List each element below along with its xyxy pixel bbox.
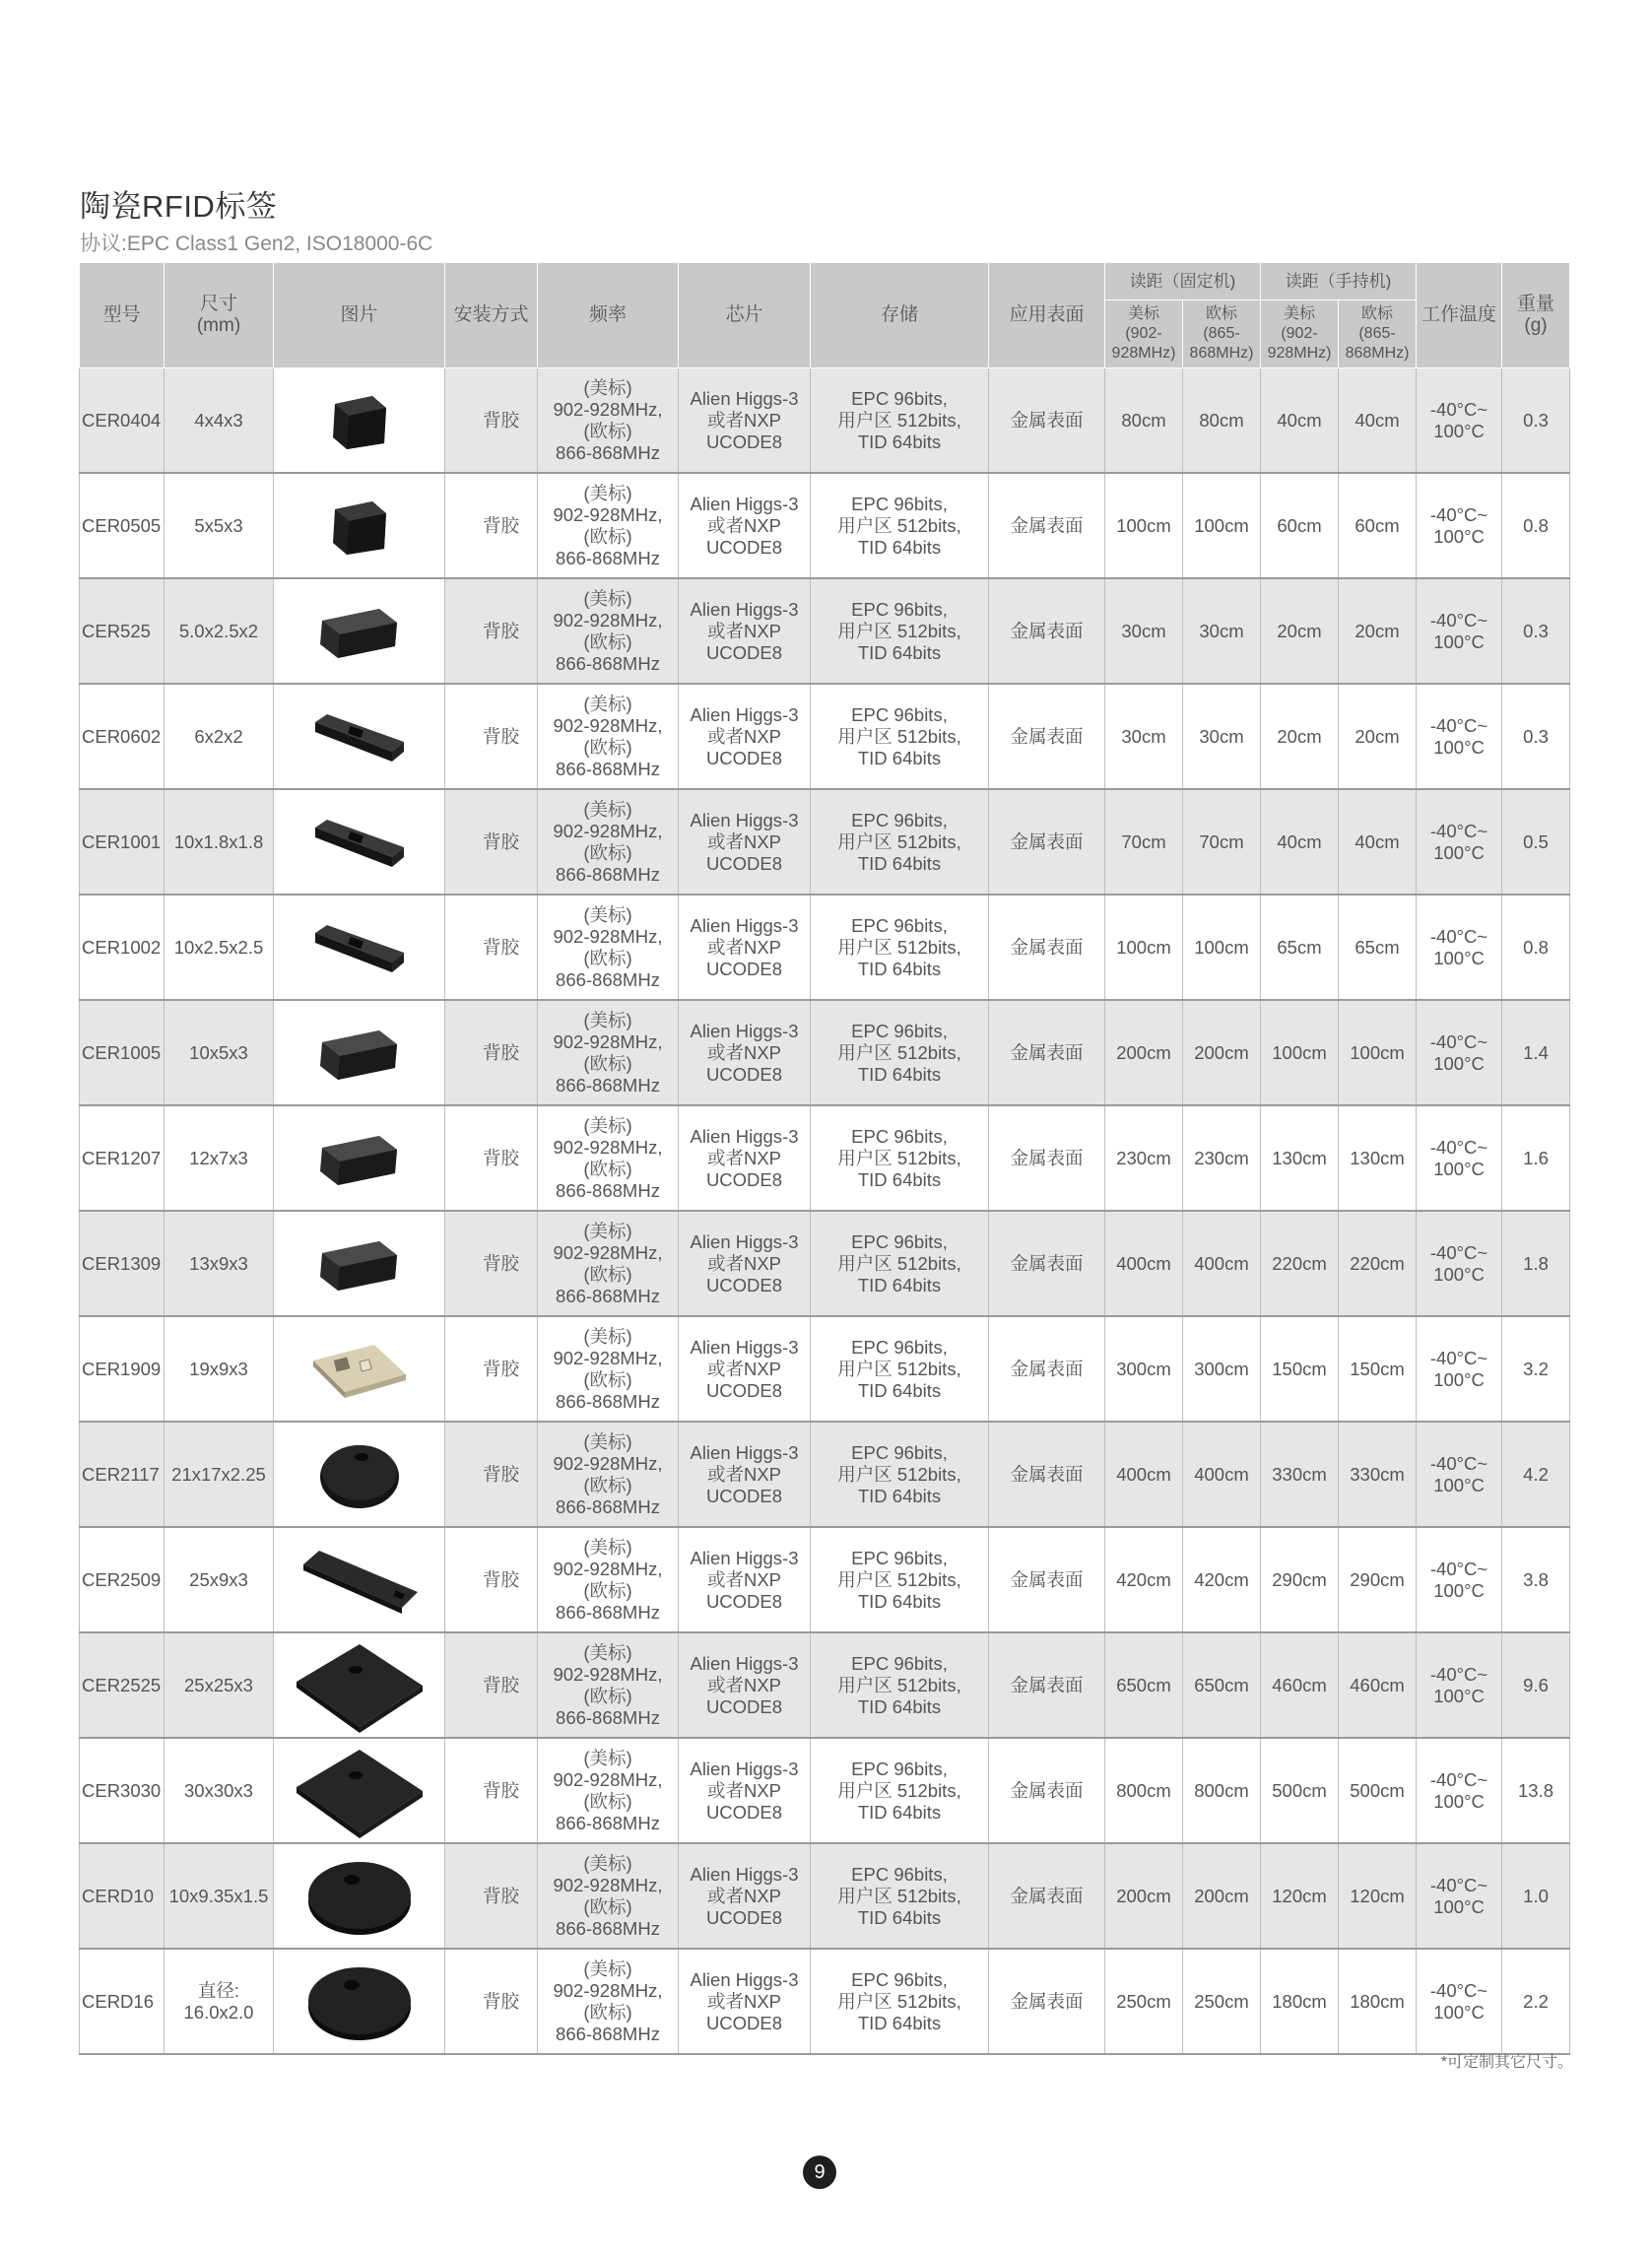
bar-tag-icon <box>274 913 444 982</box>
cell-picture <box>274 368 445 474</box>
cell-chip: Alien Higgs-3 或者NXP UCODE8 <box>679 1422 811 1527</box>
block-tag-icon <box>274 597 444 666</box>
cell-temperature: -40°C~ 100°C <box>1417 1632 1502 1738</box>
cell-handheld-eu-range: 65cm <box>1339 895 1417 1000</box>
cell-handheld-us-range: 220cm <box>1261 1211 1339 1316</box>
cell-chip: Alien Higgs-3 或者NXP UCODE8 <box>679 789 811 895</box>
cell-handheld-eu-range: 120cm <box>1339 1843 1417 1949</box>
cell-handheld-us-range: 150cm <box>1261 1316 1339 1422</box>
cell-frequency: (美标) 902-928MHz, (欧标) 866-868MHz <box>538 895 679 1000</box>
header-weight: 重量 (g) <box>1502 263 1570 368</box>
cell-fixed-us-range: 650cm <box>1105 1632 1183 1738</box>
cell-temperature: -40°C~ 100°C <box>1417 1738 1502 1843</box>
cell-size: 13x9x3 <box>165 1211 274 1316</box>
cell-frequency: (美标) 902-928MHz, (欧标) 866-868MHz <box>538 1632 679 1738</box>
table-row <box>80 1105 1570 1211</box>
customization-note: *可定制其它尺寸。 <box>1440 2054 1573 2071</box>
cell-mount: 背胶 <box>445 578 538 684</box>
header-fixed-us: 美标 (902- 928MHz) <box>1105 300 1183 368</box>
cell-chip: Alien Higgs-3 或者NXP UCODE8 <box>679 368 811 474</box>
cell-weight: 1.4 <box>1502 1000 1570 1105</box>
cell-size: 30x30x3 <box>165 1738 274 1843</box>
cell-handheld-us-range: 20cm <box>1261 578 1339 684</box>
cell-mount: 背胶 <box>445 1527 538 1632</box>
cell-model: CER1207 <box>80 1105 165 1211</box>
oval-tag-icon <box>274 1435 444 1514</box>
cell-surface: 金属表面 <box>989 1105 1105 1211</box>
cell-weight: 1.8 <box>1502 1211 1570 1316</box>
cell-fixed-us-range: 400cm <box>1105 1211 1183 1316</box>
cell-chip: Alien Higgs-3 或者NXP UCODE8 <box>679 1738 811 1843</box>
table-row <box>80 684 1570 789</box>
cell-memory: EPC 96bits, 用户区 512bits, TID 64bits <box>811 789 989 895</box>
round-tag-icon <box>274 1958 444 2046</box>
cell-picture <box>274 1105 445 1211</box>
cell-surface: 金属表面 <box>989 1422 1105 1527</box>
cell-picture <box>274 684 445 789</box>
cell-fixed-us-range: 300cm <box>1105 1316 1183 1422</box>
cell-weight: 0.8 <box>1502 895 1570 1000</box>
cell-fixed-eu-range: 200cm <box>1183 1843 1261 1949</box>
cell-handheld-eu-range: 20cm <box>1339 684 1417 789</box>
block-tag-icon <box>274 1229 444 1298</box>
cell-temperature: -40°C~ 100°C <box>1417 1527 1502 1632</box>
cell-mount: 背胶 <box>445 1949 538 2054</box>
cell-weight: 3.8 <box>1502 1527 1570 1632</box>
cell-frequency: (美标) 902-928MHz, (欧标) 866-868MHz <box>538 473 679 578</box>
cell-mount: 背胶 <box>445 1422 538 1527</box>
cell-memory: EPC 96bits, 用户区 512bits, TID 64bits <box>811 578 989 684</box>
cell-handheld-eu-range: 100cm <box>1339 1000 1417 1105</box>
cell-weight: 13.8 <box>1502 1738 1570 1843</box>
table-body <box>80 368 1570 2055</box>
cell-surface: 金属表面 <box>989 1527 1105 1632</box>
header-fixed-eu: 欧标 (865- 868MHz) <box>1183 300 1261 368</box>
cell-chip: Alien Higgs-3 或者NXP UCODE8 <box>679 473 811 578</box>
header-picture: 图片 <box>274 263 445 368</box>
cell-handheld-us-range: 330cm <box>1261 1422 1339 1527</box>
cell-chip: Alien Higgs-3 或者NXP UCODE8 <box>679 1843 811 1949</box>
cell-surface: 金属表面 <box>989 895 1105 1000</box>
cell-size: 19x9x3 <box>165 1316 274 1422</box>
cell-handheld-us-range: 40cm <box>1261 789 1339 895</box>
cell-surface: 金属表面 <box>989 368 1105 474</box>
cell-size: 5x5x3 <box>165 473 274 578</box>
cell-memory: EPC 96bits, 用户区 512bits, TID 64bits <box>811 895 989 1000</box>
cell-size: 10x2.5x2.5 <box>165 895 274 1000</box>
cell-weight: 0.8 <box>1502 473 1570 578</box>
round-tag-icon <box>274 1852 444 1941</box>
cell-mount: 背胶 <box>445 1843 538 1949</box>
cell-temperature: -40°C~ 100°C <box>1417 1316 1502 1422</box>
cell-fixed-us-range: 100cm <box>1105 895 1183 1000</box>
cell-handheld-eu-range: 20cm <box>1339 578 1417 684</box>
cell-chip: Alien Higgs-3 或者NXP UCODE8 <box>679 1105 811 1211</box>
cell-handheld-us-range: 460cm <box>1261 1632 1339 1738</box>
cell-model: CER2117 <box>80 1422 165 1527</box>
cell-fixed-eu-range: 100cm <box>1183 473 1261 578</box>
cell-memory: EPC 96bits, 用户区 512bits, TID 64bits <box>811 1843 989 1949</box>
cell-fixed-eu-range: 300cm <box>1183 1316 1261 1422</box>
cell-memory: EPC 96bits, 用户区 512bits, TID 64bits <box>811 684 989 789</box>
cell-fixed-us-range: 200cm <box>1105 1843 1183 1949</box>
product-spec-table <box>79 262 1570 2055</box>
cell-fixed-eu-range: 230cm <box>1183 1105 1261 1211</box>
cell-handheld-eu-range: 220cm <box>1339 1211 1417 1316</box>
cell-fixed-us-range: 70cm <box>1105 789 1183 895</box>
cell-picture <box>274 1738 445 1843</box>
cell-surface: 金属表面 <box>989 1000 1105 1105</box>
cell-size: 10x5x3 <box>165 1000 274 1105</box>
cell-frequency: (美标) 902-928MHz, (欧标) 866-868MHz <box>538 1000 679 1105</box>
cell-memory: EPC 96bits, 用户区 512bits, TID 64bits <box>811 1632 989 1738</box>
header-handheld-reader: 读距（手持机) <box>1261 263 1417 300</box>
cell-chip: Alien Higgs-3 或者NXP UCODE8 <box>679 1000 811 1105</box>
cell-memory: EPC 96bits, 用户区 512bits, TID 64bits <box>811 1527 989 1632</box>
cell-memory: EPC 96bits, 用户区 512bits, TID 64bits <box>811 1949 989 2054</box>
cell-picture <box>274 895 445 1000</box>
cell-frequency: (美标) 902-928MHz, (欧标) 866-868MHz <box>538 1211 679 1316</box>
cell-mount: 背胶 <box>445 1738 538 1843</box>
cell-surface: 金属表面 <box>989 1843 1105 1949</box>
cell-surface: 金属表面 <box>989 1632 1105 1738</box>
cell-model: CER1309 <box>80 1211 165 1316</box>
table-row <box>80 368 1570 474</box>
cell-size: 10x1.8x1.8 <box>165 789 274 895</box>
cell-memory: EPC 96bits, 用户区 512bits, TID 64bits <box>811 1422 989 1527</box>
table-row <box>80 1211 1570 1316</box>
cell-fixed-us-range: 80cm <box>1105 368 1183 474</box>
cell-temperature: -40°C~ 100°C <box>1417 1949 1502 2054</box>
cell-handheld-us-range: 130cm <box>1261 1105 1339 1211</box>
page-number: 9 <box>803 2156 836 2189</box>
protocol-subtitle: 协议:EPC Class1 Gen2, ISO18000-6C <box>80 232 433 255</box>
cell-mount: 背胶 <box>445 1316 538 1422</box>
header-model: 型号 <box>80 263 165 368</box>
cell-weight: 0.5 <box>1502 789 1570 895</box>
cell-picture <box>274 1422 445 1527</box>
cell-handheld-us-range: 180cm <box>1261 1949 1339 2054</box>
cell-fixed-eu-range: 420cm <box>1183 1527 1261 1632</box>
table-row <box>80 1632 1570 1738</box>
cell-fixed-eu-range: 400cm <box>1183 1422 1261 1527</box>
cell-handheld-us-range: 65cm <box>1261 895 1339 1000</box>
cell-handheld-us-range: 290cm <box>1261 1527 1339 1632</box>
cell-model: CER3030 <box>80 1738 165 1843</box>
cell-weight: 0.3 <box>1502 368 1570 474</box>
cell-temperature: -40°C~ 100°C <box>1417 1105 1502 1211</box>
table-row <box>80 895 1570 1000</box>
cell-model: CER1005 <box>80 1000 165 1105</box>
header-memory: 存储 <box>811 263 989 368</box>
cell-fixed-eu-range: 30cm <box>1183 578 1261 684</box>
cell-model: CER1002 <box>80 895 165 1000</box>
cell-chip: Alien Higgs-3 或者NXP UCODE8 <box>679 895 811 1000</box>
cell-handheld-eu-range: 40cm <box>1339 368 1417 474</box>
cell-fixed-eu-range: 70cm <box>1183 789 1261 895</box>
cell-surface: 金属表面 <box>989 1949 1105 2054</box>
cell-memory: EPC 96bits, 用户区 512bits, TID 64bits <box>811 368 989 474</box>
cube-tag-icon <box>274 492 444 561</box>
cell-weight: 4.2 <box>1502 1422 1570 1527</box>
cell-frequency: (美标) 902-928MHz, (欧标) 866-868MHz <box>538 1316 679 1422</box>
cell-temperature: -40°C~ 100°C <box>1417 684 1502 789</box>
cell-temperature: -40°C~ 100°C <box>1417 1843 1502 1949</box>
block-tag-icon <box>274 1124 444 1193</box>
cell-handheld-us-range: 500cm <box>1261 1738 1339 1843</box>
header-mount: 安装方式 <box>445 263 538 368</box>
cell-picture <box>274 473 445 578</box>
cell-weight: 1.0 <box>1502 1843 1570 1949</box>
cell-chip: Alien Higgs-3 或者NXP UCODE8 <box>679 1632 811 1738</box>
square-tag-icon <box>274 1636 444 1735</box>
cell-chip: Alien Higgs-3 或者NXP UCODE8 <box>679 1211 811 1316</box>
long-tag-icon <box>274 1541 444 1620</box>
cell-temperature: -40°C~ 100°C <box>1417 578 1502 684</box>
cell-weight: 2.2 <box>1502 1949 1570 2054</box>
cell-weight: 0.3 <box>1502 684 1570 789</box>
cell-handheld-us-range: 60cm <box>1261 473 1339 578</box>
header-size: 尺寸 (mm) <box>165 263 274 368</box>
cell-fixed-eu-range: 200cm <box>1183 1000 1261 1105</box>
cell-handheld-eu-range: 40cm <box>1339 789 1417 895</box>
cell-size: 10x9.35x1.5 <box>165 1843 274 1949</box>
cell-chip: Alien Higgs-3 或者NXP UCODE8 <box>679 1527 811 1632</box>
cell-fixed-us-range: 200cm <box>1105 1000 1183 1105</box>
cell-picture <box>274 1527 445 1632</box>
cell-frequency: (美标) 902-928MHz, (欧标) 866-868MHz <box>538 1105 679 1211</box>
cell-chip: Alien Higgs-3 或者NXP UCODE8 <box>679 1316 811 1422</box>
table-row <box>80 578 1570 684</box>
cell-picture <box>274 789 445 895</box>
cell-handheld-us-range: 40cm <box>1261 368 1339 474</box>
header-frequency: 频率 <box>538 263 679 368</box>
cell-frequency: (美标) 902-928MHz, (欧标) 866-868MHz <box>538 1422 679 1527</box>
header-fixed-reader: 读距（固定机) <box>1105 263 1261 300</box>
cell-size: 直径: 16.0x2.0 <box>165 1949 274 2054</box>
cell-chip: Alien Higgs-3 或者NXP UCODE8 <box>679 1949 811 2054</box>
cell-handheld-eu-range: 130cm <box>1339 1105 1417 1211</box>
cell-mount: 背胶 <box>445 684 538 789</box>
cell-surface: 金属表面 <box>989 1316 1105 1422</box>
cell-chip: Alien Higgs-3 或者NXP UCODE8 <box>679 684 811 789</box>
cell-fixed-eu-range: 30cm <box>1183 684 1261 789</box>
cell-temperature: -40°C~ 100°C <box>1417 789 1502 895</box>
cell-model: CER0505 <box>80 473 165 578</box>
cell-picture <box>274 1949 445 2054</box>
cell-picture <box>274 1843 445 1949</box>
cell-weight: 3.2 <box>1502 1316 1570 1422</box>
cell-model: CERD16 <box>80 1949 165 2054</box>
cell-size: 4x4x3 <box>165 368 274 474</box>
cell-fixed-eu-range: 250cm <box>1183 1949 1261 2054</box>
table-row <box>80 1949 1570 2054</box>
cell-handheld-us-range: 120cm <box>1261 1843 1339 1949</box>
cell-fixed-us-range: 800cm <box>1105 1738 1183 1843</box>
header-surface: 应用表面 <box>989 263 1105 368</box>
cell-surface: 金属表面 <box>989 578 1105 684</box>
table-row <box>80 1527 1570 1632</box>
cell-memory: EPC 96bits, 用户区 512bits, TID 64bits <box>811 1738 989 1843</box>
cell-fixed-us-range: 420cm <box>1105 1527 1183 1632</box>
cell-fixed-us-range: 30cm <box>1105 684 1183 789</box>
cell-mount: 背胶 <box>445 1211 538 1316</box>
cell-temperature: -40°C~ 100°C <box>1417 1211 1502 1316</box>
cell-fixed-us-range: 250cm <box>1105 1949 1183 2054</box>
cell-handheld-us-range: 20cm <box>1261 684 1339 789</box>
cell-surface: 金属表面 <box>989 684 1105 789</box>
cell-memory: EPC 96bits, 用户区 512bits, TID 64bits <box>811 1000 989 1105</box>
bar-tag-icon <box>274 702 444 771</box>
cell-mount: 背胶 <box>445 368 538 474</box>
header-chip: 芯片 <box>679 263 811 368</box>
cell-fixed-us-range: 100cm <box>1105 473 1183 578</box>
cell-model: CER1909 <box>80 1316 165 1422</box>
cell-memory: EPC 96bits, 用户区 512bits, TID 64bits <box>811 1316 989 1422</box>
table-row <box>80 473 1570 578</box>
cell-fixed-us-range: 230cm <box>1105 1105 1183 1211</box>
cell-temperature: -40°C~ 100°C <box>1417 473 1502 578</box>
cell-model: CER0602 <box>80 684 165 789</box>
cell-frequency: (美标) 902-928MHz, (欧标) 866-868MHz <box>538 368 679 474</box>
cell-picture <box>274 1000 445 1105</box>
cell-size: 25x25x3 <box>165 1632 274 1738</box>
cell-frequency: (美标) 902-928MHz, (欧标) 866-868MHz <box>538 1738 679 1843</box>
cell-chip: Alien Higgs-3 或者NXP UCODE8 <box>679 578 811 684</box>
cell-surface: 金属表面 <box>989 1211 1105 1316</box>
table-row <box>80 789 1570 895</box>
cell-size: 21x17x2.25 <box>165 1422 274 1527</box>
table-row <box>80 1843 1570 1949</box>
cell-mount: 背胶 <box>445 473 538 578</box>
cell-fixed-eu-range: 80cm <box>1183 368 1261 474</box>
page-title: 陶瓷RFID标签 <box>80 189 278 224</box>
cell-temperature: -40°C~ 100°C <box>1417 1000 1502 1105</box>
cell-mount: 背胶 <box>445 1105 538 1211</box>
cell-fixed-eu-range: 800cm <box>1183 1738 1261 1843</box>
cell-frequency: (美标) 902-928MHz, (欧标) 866-868MHz <box>538 1527 679 1632</box>
cell-frequency: (美标) 902-928MHz, (欧标) 866-868MHz <box>538 1843 679 1949</box>
cell-weight: 0.3 <box>1502 578 1570 684</box>
cell-handheld-eu-range: 460cm <box>1339 1632 1417 1738</box>
cell-handheld-eu-range: 330cm <box>1339 1422 1417 1527</box>
cell-temperature: -40°C~ 100°C <box>1417 895 1502 1000</box>
cell-frequency: (美标) 902-928MHz, (欧标) 866-868MHz <box>538 684 679 789</box>
cell-model: CERD10 <box>80 1843 165 1949</box>
table-row <box>80 1422 1570 1527</box>
cell-fixed-eu-range: 100cm <box>1183 895 1261 1000</box>
cell-model: CER1001 <box>80 789 165 895</box>
cell-mount: 背胶 <box>445 1000 538 1105</box>
block-tag-icon <box>274 1019 444 1088</box>
cell-picture <box>274 578 445 684</box>
cell-size: 5.0x2.5x2 <box>165 578 274 684</box>
cell-frequency: (美标) 902-928MHz, (欧标) 866-868MHz <box>538 578 679 684</box>
cell-weight: 9.6 <box>1502 1632 1570 1738</box>
cell-picture <box>274 1211 445 1316</box>
cell-model: CER525 <box>80 578 165 684</box>
cell-surface: 金属表面 <box>989 1738 1105 1843</box>
table-row <box>80 1738 1570 1843</box>
cell-handheld-us-range: 100cm <box>1261 1000 1339 1105</box>
cell-mount: 背胶 <box>445 789 538 895</box>
cell-memory: EPC 96bits, 用户区 512bits, TID 64bits <box>811 1211 989 1316</box>
cell-fixed-eu-range: 650cm <box>1183 1632 1261 1738</box>
ceramic-chip-icon <box>274 1335 444 1404</box>
bar-tag-icon <box>274 808 444 877</box>
cell-model: CER2509 <box>80 1527 165 1632</box>
cube-tag-icon <box>274 386 444 455</box>
cell-fixed-eu-range: 400cm <box>1183 1211 1261 1316</box>
cell-mount: 背胶 <box>445 1632 538 1738</box>
cell-handheld-eu-range: 290cm <box>1339 1527 1417 1632</box>
cell-size: 6x2x2 <box>165 684 274 789</box>
cell-surface: 金属表面 <box>989 473 1105 578</box>
cell-handheld-eu-range: 500cm <box>1339 1738 1417 1843</box>
cell-size: 12x7x3 <box>165 1105 274 1211</box>
table-row <box>80 1000 1570 1105</box>
cell-handheld-eu-range: 60cm <box>1339 473 1417 578</box>
cell-size: 25x9x3 <box>165 1527 274 1632</box>
cell-handheld-eu-range: 180cm <box>1339 1949 1417 2054</box>
cell-mount: 背胶 <box>445 895 538 1000</box>
square-tag-icon <box>274 1742 444 1840</box>
header-temperature: 工作温度 <box>1417 263 1502 368</box>
cell-picture <box>274 1632 445 1738</box>
cell-fixed-us-range: 400cm <box>1105 1422 1183 1527</box>
cell-surface: 金属表面 <box>989 789 1105 895</box>
cell-frequency: (美标) 902-928MHz, (欧标) 866-868MHz <box>538 1949 679 2054</box>
cell-model: CER0404 <box>80 368 165 474</box>
cell-fixed-us-range: 30cm <box>1105 578 1183 684</box>
cell-model: CER2525 <box>80 1632 165 1738</box>
header-handheld-eu: 欧标 (865- 868MHz) <box>1339 300 1417 368</box>
cell-frequency: (美标) 902-928MHz, (欧标) 866-868MHz <box>538 789 679 895</box>
table-row <box>80 1316 1570 1422</box>
cell-weight: 1.6 <box>1502 1105 1570 1211</box>
cell-memory: EPC 96bits, 用户区 512bits, TID 64bits <box>811 1105 989 1211</box>
cell-temperature: -40°C~ 100°C <box>1417 368 1502 474</box>
cell-handheld-eu-range: 150cm <box>1339 1316 1417 1422</box>
cell-memory: EPC 96bits, 用户区 512bits, TID 64bits <box>811 473 989 578</box>
cell-picture <box>274 1316 445 1422</box>
cell-temperature: -40°C~ 100°C <box>1417 1422 1502 1527</box>
header-handheld-us: 美标 (902- 928MHz) <box>1261 300 1339 368</box>
